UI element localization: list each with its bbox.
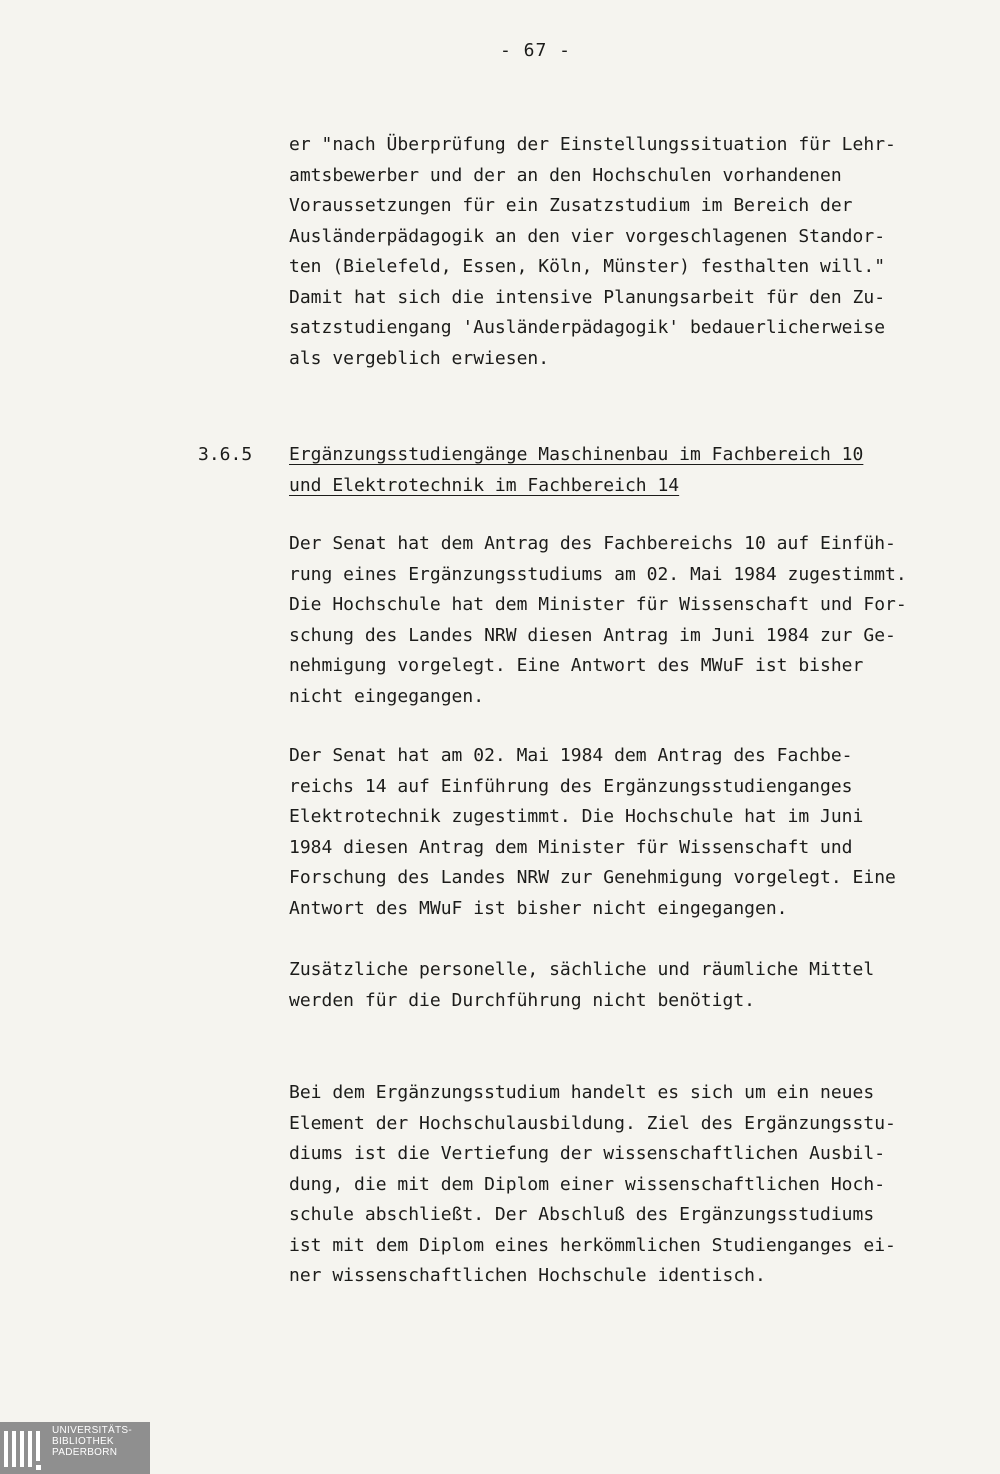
text-line: diums ist die Vertiefung der wissenschaftlichen Ausbil-	[289, 1143, 886, 1164]
text-line: Voraussetzungen für ein Zusatzstudium im Bereich der	[289, 195, 853, 216]
paragraph-fachbereich-10	[289, 529, 907, 712]
page-number: - 67 -	[500, 40, 572, 61]
section-heading-line: Ergänzungsstudiengänge Maschinenbau im Fachbereich 10	[289, 444, 864, 465]
text-line: rung eines Ergänzungsstudiums am 02. Mai 1984 zugestimmt.	[289, 563, 907, 585]
text-line: nehmigung vorgelegt. Eine Antwort des MWuF ist bisher	[289, 655, 864, 676]
text-line: ten (Bielefeld, Essen, Köln, Münster) festhalten will."	[289, 256, 886, 277]
text-line: amtsbewerber und der an den Hochschulen vorhandenen	[289, 164, 842, 186]
text-line: er "nach Überprüfung der Einstellungssituation für Lehr-	[289, 134, 896, 155]
paragraph-fachbereich-14	[289, 741, 896, 924]
text-line: werden für die Durchführung nicht benötigt.	[289, 989, 755, 1011]
section-heading	[289, 440, 879, 501]
text-line: schule abschließt. Der Abschluß des Ergänzungsstudiums	[289, 1204, 875, 1225]
text-line: Der Senat hat am 02. Mai 1984 dem Antrag des Fachbe-	[289, 745, 853, 766]
paragraph-ergaenzungsstudium	[289, 1078, 896, 1292]
text-line: dung, die mit dem Diplom einer wissenschaftlichen Hoch-	[289, 1173, 886, 1195]
text-line: nicht eingegangen.	[289, 685, 485, 707]
library-logo-text	[52, 1425, 132, 1458]
library-logo-line: BIBLIOTHEK	[52, 1436, 114, 1447]
section-heading-line: und Elektrotechnik im Fachbereich 14	[289, 474, 680, 496]
library-logo	[0, 1422, 150, 1474]
text-line: Die Hochschule hat dem Minister für Wissenschaft und For-	[289, 594, 907, 615]
library-logo-icon	[4, 1431, 42, 1471]
text-line: Element der Hochschulausbildung. Ziel des Ergänzungsstu-	[289, 1112, 896, 1134]
text-line: Antwort des MWuF ist bisher nicht eingegangen.	[289, 897, 788, 919]
text-line: Zusätzliche personelle, sächliche und räumliche Mittel	[289, 959, 875, 980]
section-number: 3.6.5	[198, 444, 253, 465]
text-line: 1984 diesen Antrag dem Minister für Wissenschaft und	[289, 836, 853, 858]
library-logo-line: PADERBORN	[52, 1447, 118, 1458]
text-line: Forschung des Landes NRW zur Genehmigung vorgelegt. Eine	[289, 867, 896, 888]
library-logo-line: UNIVERSITÄTS-	[52, 1425, 133, 1436]
text-line: Bei dem Ergänzungsstudium handelt es sich um ein neues	[289, 1082, 875, 1103]
text-line: ner wissenschaftlichen Hochschule identisch.	[289, 1265, 766, 1286]
text-line: reichs 14 auf Einführung des Ergänzungsstudienganges	[289, 775, 853, 797]
paragraph-mittel	[289, 955, 879, 1016]
text-line: Ausländerpädagogik an den vier vorgeschlagenen Standor-	[289, 225, 886, 247]
text-line: Damit hat sich die intensive Planungsarbeit für den Zu-	[289, 286, 886, 308]
text-line: Der Senat hat dem Antrag des Fachbereichs 10 auf Einfüh-	[289, 533, 896, 554]
text-line: Elektrotechnik zugestimmt. Die Hochschule hat im Juni	[289, 806, 864, 827]
text-line: satzstudiengang 'Ausländerpädagogik' bedauerlicherweise	[289, 317, 886, 338]
intro-paragraph	[289, 130, 896, 374]
text-line: als vergeblich erwiesen.	[289, 347, 550, 369]
text-line: schung des Landes NRW diesen Antrag im Juni 1984 zur Ge-	[289, 624, 896, 646]
text-line: ist mit dem Diplom eines herkömmlichen Studienganges ei-	[289, 1234, 896, 1256]
